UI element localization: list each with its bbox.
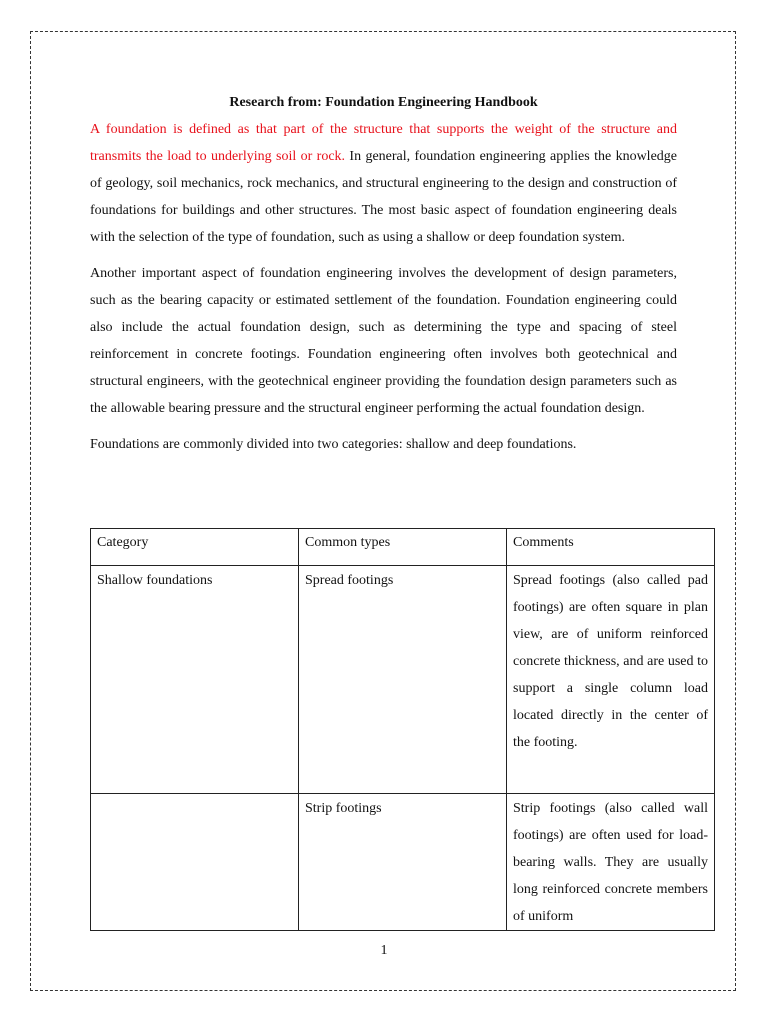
cell-comments: Spread footings (also called pad footings) are often square in plan view, are of uniform reinforced concrete thickness, and are used to support a single column load located directly in the center of the footing.	[507, 566, 715, 794]
paragraph-categories: Foundations are commonly divided into two categories: shallow and deep foundations.	[90, 437, 577, 452]
cell-comments: Strip footings (also called wall footings) are often used for load-bearing walls. They are usually long reinforced concrete members of uniform	[507, 794, 715, 931]
foundation-types-table	[90, 528, 715, 931]
cell-common-type: Spread footings	[299, 566, 507, 794]
paragraph-definition	[90, 116, 677, 251]
cell-category	[91, 794, 299, 931]
header-common-types: Common types	[299, 529, 507, 566]
paragraph-definition-text: In general, foundation engineering applies the knowledge of geology, soil mechanics, rock mechanics, and structural engineering to the design and construction of foundations for buildings and other structures. The most basic aspect of foundation engineering deals with the selection of the type of foundation, such as using a shallow or deep foundation system.	[90, 149, 677, 245]
table-row	[91, 794, 715, 931]
document-title: Research from: Foundation Engineering Handbook	[229, 95, 538, 110]
header-category: Category	[91, 529, 299, 566]
header-comments: Comments	[507, 529, 715, 566]
table-row	[91, 566, 715, 794]
table-header-row	[91, 529, 715, 566]
cell-common-type: Strip footings	[299, 794, 507, 931]
cell-category: Shallow foundations	[91, 566, 299, 794]
highlighted-definition: A foundation is defined as that part of the structure that supports the weight of the structure and transmits the load to underlying soil or rock.	[90, 122, 677, 164]
page-number: 1	[380, 943, 388, 958]
document-body	[90, 92, 708, 924]
paragraph-design-parameters: Another important aspect of foundation engineering involves the development of design parameters, such as the bearing capacity or estimated settlement of the foundation. Foundation engineering could also include the actual foundation design, such as determining the type and spacing of steel reinforcement in concrete footings. Foundation engineering often involves both geotechnical and structural engineers, with the geotechnical engineer providing the foundation design parameters such as the allowable bearing pressure and the structural engineer performing the actual foundation design.	[90, 266, 677, 416]
